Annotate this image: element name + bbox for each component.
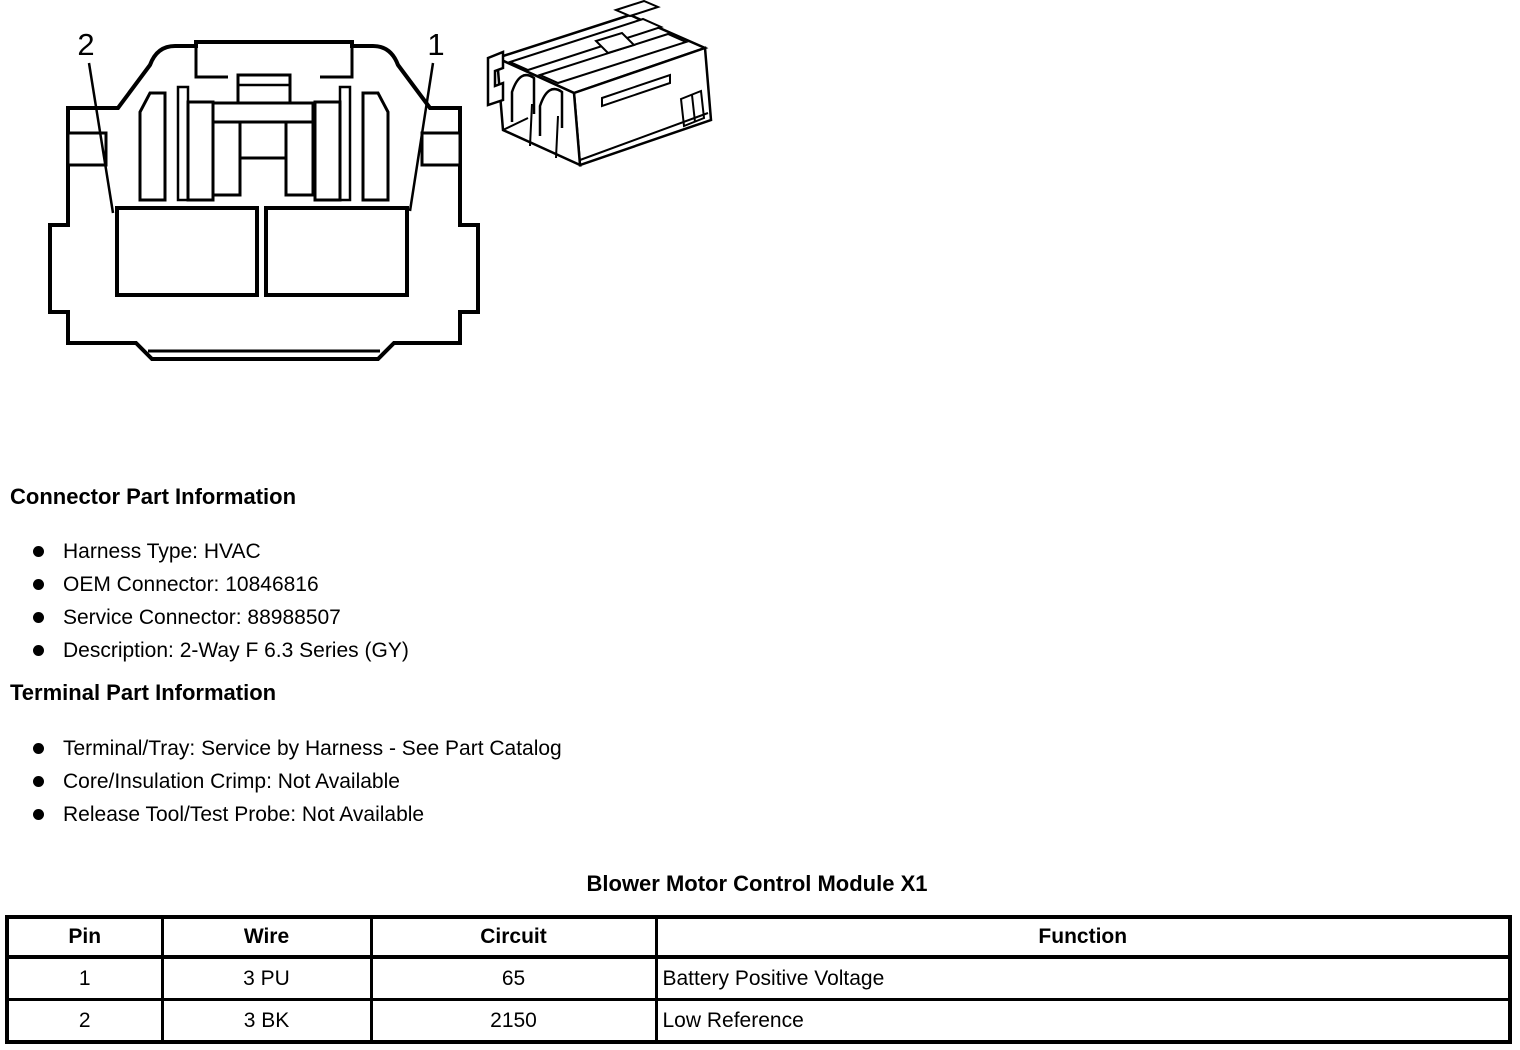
- list-item-text: Terminal/Tray: Service by Harness - See Part Catalog: [63, 737, 562, 760]
- list-item: [33, 804, 562, 825]
- list-item-text: Release Tool/Test Probe: Not Available: [63, 803, 425, 826]
- col-header-function: Function: [656, 917, 1510, 957]
- bullet-icon: [33, 612, 44, 623]
- center-key-top: [238, 75, 290, 103]
- post-left: [188, 102, 213, 200]
- list-item: [33, 541, 409, 562]
- list-item-text: Core/Insulation Crimp: Not Available: [63, 770, 400, 793]
- post-right: [315, 102, 340, 200]
- pin-table-title: Blower Motor Control Module X1: [586, 871, 928, 896]
- list-item-text: OEM Connector: 10846816: [63, 573, 319, 596]
- cell-circuit: 2150: [371, 1000, 656, 1043]
- bullet-icon: [33, 743, 44, 754]
- connector-front-view-diagram: [30, 15, 500, 395]
- cell-function: Low Reference: [656, 1000, 1510, 1043]
- cell-function: Battery Positive Voltage: [656, 957, 1510, 1000]
- bullet-icon: [33, 776, 44, 787]
- pin-label-2: 2: [77, 27, 95, 62]
- pin-1-cavity: [266, 208, 407, 295]
- list-item: [33, 607, 409, 628]
- list-item: [33, 574, 409, 595]
- list-item-text: Description: 2-Way F 6.3 Series (GY): [63, 639, 409, 662]
- right-step: [422, 133, 460, 165]
- cell-pin: 1: [7, 957, 162, 1000]
- terminal-info-heading: Terminal Part Information: [10, 680, 277, 705]
- list-item-text: Harness Type: HVAC: [63, 540, 261, 563]
- list-item: [33, 738, 562, 759]
- iso-top-tab: [616, 1, 658, 16]
- table-row: [7, 1000, 1510, 1043]
- pin-label-1: 1: [427, 27, 445, 62]
- arch-slot-right: [363, 93, 388, 200]
- center-post-right: [286, 122, 313, 195]
- list-item: [33, 771, 562, 792]
- arch-slot-left: [140, 93, 165, 200]
- table-row: [7, 957, 1510, 1000]
- iso-arch-rib-2: [540, 89, 562, 136]
- col-header-wire: Wire: [162, 917, 371, 957]
- bullet-icon: [33, 546, 44, 557]
- cell-wire: 3 PU: [162, 957, 371, 1000]
- terminal-info-list: [33, 738, 562, 837]
- pin-2-cavity: [117, 208, 257, 295]
- connector-info-heading: Connector Part Information: [10, 484, 297, 509]
- cell-circuit: 65: [371, 957, 656, 1000]
- center-bar: [213, 103, 313, 122]
- list-item: [33, 640, 409, 661]
- col-header-pin: Pin: [7, 917, 162, 957]
- list-item-text: Service Connector: 88988507: [63, 606, 341, 629]
- bullet-icon: [33, 579, 44, 590]
- cell-wire: 3 BK: [162, 1000, 371, 1043]
- table-header-row: [7, 917, 1510, 957]
- pin-function-table: [5, 915, 1512, 1044]
- connector-isometric-view-diagram: [485, 0, 720, 180]
- bullet-icon: [33, 645, 44, 656]
- bullet-icon: [33, 809, 44, 820]
- cap-detail: [196, 46, 352, 77]
- connector-info-list: [33, 541, 409, 673]
- col-header-circuit: Circuit: [371, 917, 656, 957]
- center-window: [240, 122, 286, 158]
- center-post-left: [213, 122, 240, 195]
- cell-pin: 2: [7, 1000, 162, 1043]
